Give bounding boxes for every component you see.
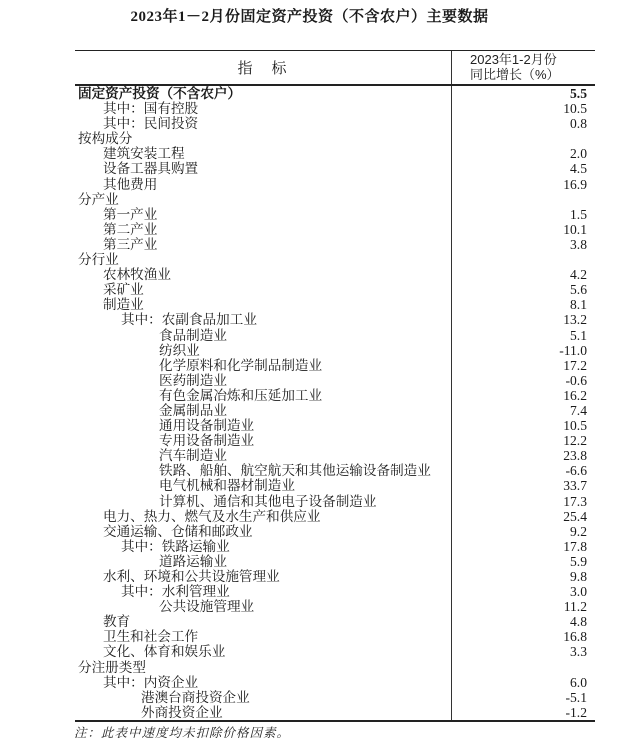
row-label: 医药制造业 [75, 373, 452, 388]
row-value: 10.5 [563, 101, 587, 117]
table-row [75, 554, 595, 569]
row-label: 分产业 [75, 192, 452, 207]
table-row [75, 448, 595, 463]
table-row [75, 207, 595, 222]
row-value: 16.8 [563, 629, 587, 645]
row-value: 11.2 [563, 599, 587, 615]
row-label: 第三产业 [75, 237, 452, 252]
table-row [75, 388, 595, 403]
row-value: 5.1 [570, 327, 587, 343]
row-value: 17.3 [563, 493, 587, 509]
row-value: 23.8 [563, 448, 587, 464]
row-value: -11.0 [559, 342, 587, 358]
row-label: 水利、环境和公共设施管理业 [75, 569, 452, 584]
table-row [75, 494, 595, 509]
table-row [75, 252, 595, 267]
row-value: 17.2 [563, 357, 587, 373]
row-value: 0.8 [570, 116, 587, 132]
row-label: 金属制品业 [75, 403, 452, 418]
row-value: 5.6 [570, 282, 587, 298]
row-label: 港澳台商投资企业 [75, 690, 452, 705]
row-label: 电气机械和器材制造业 [75, 478, 452, 493]
table-row [75, 463, 595, 478]
table-row [75, 237, 595, 252]
table-row [75, 705, 595, 720]
table-row [75, 343, 595, 358]
table-row [75, 478, 595, 493]
row-value: 7.4 [570, 402, 587, 418]
row-label: 汽车制造业 [75, 448, 452, 463]
table-row [75, 312, 595, 327]
row-value: -5.1 [565, 689, 587, 705]
row-label: 电力、热力、燃气及水生产和供应业 [75, 509, 452, 524]
table-row [75, 584, 595, 599]
row-value: 8.1 [570, 297, 587, 313]
table-row [75, 297, 595, 312]
table-row [75, 599, 595, 614]
row-value: 1.5 [570, 206, 587, 222]
row-label: 外商投资企业 [75, 705, 452, 720]
table-row [75, 509, 595, 524]
table-row [75, 569, 595, 584]
row-label: 分注册类型 [75, 660, 452, 675]
row-label: 铁路、船舶、航空航天和其他运输设备制造业 [75, 463, 452, 478]
table-row [75, 86, 595, 101]
header-value-line1: 2023年1-2月份 [470, 52, 557, 67]
row-value: 9.2 [570, 523, 587, 539]
page-title: 2023年1－2月份固定资产投资（不含农户）主要数据 [130, 9, 489, 25]
row-label: 其中：民间投资 [75, 116, 452, 131]
row-label: 其中：水利管理业 [75, 584, 452, 599]
table-row [75, 690, 595, 705]
table-row [75, 101, 595, 116]
table-header-row [75, 51, 595, 86]
header-value [452, 51, 594, 84]
row-label: 公共设施管理业 [75, 599, 452, 614]
table-row [75, 539, 595, 554]
table-row [75, 644, 595, 659]
row-value: 4.5 [570, 161, 587, 177]
table-row [75, 328, 595, 343]
table-row [75, 282, 595, 297]
row-value: 4.2 [570, 267, 587, 283]
row-label: 按构成分 [75, 131, 452, 146]
table-row [75, 116, 595, 131]
table-row [75, 192, 595, 207]
table-row [75, 418, 595, 433]
row-value: 5.5 [570, 86, 587, 101]
row-label: 采矿业 [75, 282, 452, 297]
row-value [452, 131, 594, 146]
row-label: 专用设备制造业 [75, 433, 452, 448]
row-label: 计算机、通信和其他电子设备制造业 [75, 494, 452, 509]
row-label: 文化、体育和娱乐业 [75, 644, 452, 659]
row-label: 其他费用 [75, 177, 452, 192]
table-row [75, 403, 595, 418]
row-label: 固定资产投资（不含农户） [75, 86, 452, 101]
table-row [75, 433, 595, 448]
row-label: 农林牧渔业 [75, 267, 452, 282]
row-label: 交通运输、仓储和邮政业 [75, 524, 452, 539]
table-row [75, 222, 595, 237]
row-label: 第一产业 [75, 207, 452, 222]
row-label: 卫生和社会工作 [75, 629, 452, 644]
table-row [75, 524, 595, 539]
table-row [75, 660, 595, 675]
row-value [452, 252, 594, 267]
row-value: -0.6 [565, 372, 587, 388]
row-label: 其中：铁路运输业 [75, 539, 452, 554]
row-label: 其中：农副食品加工业 [75, 312, 452, 327]
table-row [75, 267, 595, 282]
row-value: 16.9 [563, 176, 587, 192]
row-value: 17.8 [563, 538, 587, 554]
row-value: 12.2 [563, 433, 587, 449]
row-value: 16.2 [563, 387, 587, 403]
row-value: 5.9 [570, 553, 587, 569]
table-row [75, 146, 595, 161]
table-row [75, 373, 595, 388]
row-label: 其中：内资企业 [75, 675, 452, 690]
row-label: 建筑安装工程 [75, 146, 452, 161]
row-value [452, 192, 594, 207]
row-label: 教育 [75, 614, 452, 629]
table-row [75, 614, 595, 629]
table-row [75, 177, 595, 192]
row-label: 其中：国有控股 [75, 101, 452, 116]
row-label: 纺织业 [75, 343, 452, 358]
table-row [75, 629, 595, 644]
row-value: 10.5 [563, 418, 587, 434]
row-value: 33.7 [563, 478, 587, 494]
row-value: 25.4 [563, 508, 587, 524]
row-label: 制造业 [75, 297, 452, 312]
row-value: 3.8 [570, 236, 587, 252]
row-value: 10.1 [563, 221, 587, 237]
row-value: 6.0 [570, 674, 587, 690]
row-value [452, 660, 594, 675]
row-label: 通用设备制造业 [75, 418, 452, 433]
statistics-table [75, 50, 595, 722]
row-value: 4.8 [570, 614, 587, 630]
row-value: 3.3 [570, 644, 587, 660]
table-row [75, 131, 595, 146]
row-label: 设备工器具购置 [75, 161, 452, 176]
row-label: 第二产业 [75, 222, 452, 237]
table-body [75, 86, 595, 720]
footnote: 注：此表中速度均未扣除价格因素。 [74, 726, 291, 740]
row-value: 3.0 [570, 584, 587, 600]
row-value: 2.0 [570, 146, 587, 162]
row-label: 化学原料和化学制品制造业 [75, 358, 452, 373]
header-indicator: 指 标 [75, 51, 452, 84]
row-label: 食品制造业 [75, 328, 452, 343]
header-value-line2: 同比增长（%） [470, 66, 560, 82]
row-label: 分行业 [75, 252, 452, 267]
row-label: 有色金属冶炼和压延加工业 [75, 388, 452, 403]
row-label: 道路运输业 [75, 554, 452, 569]
row-value: -1.2 [565, 704, 587, 720]
table-row [75, 675, 595, 690]
row-value: 9.8 [570, 569, 587, 584]
table-row [75, 358, 595, 373]
table-row [75, 161, 595, 176]
row-value: -6.6 [565, 463, 587, 479]
row-value: 13.2 [563, 312, 587, 328]
